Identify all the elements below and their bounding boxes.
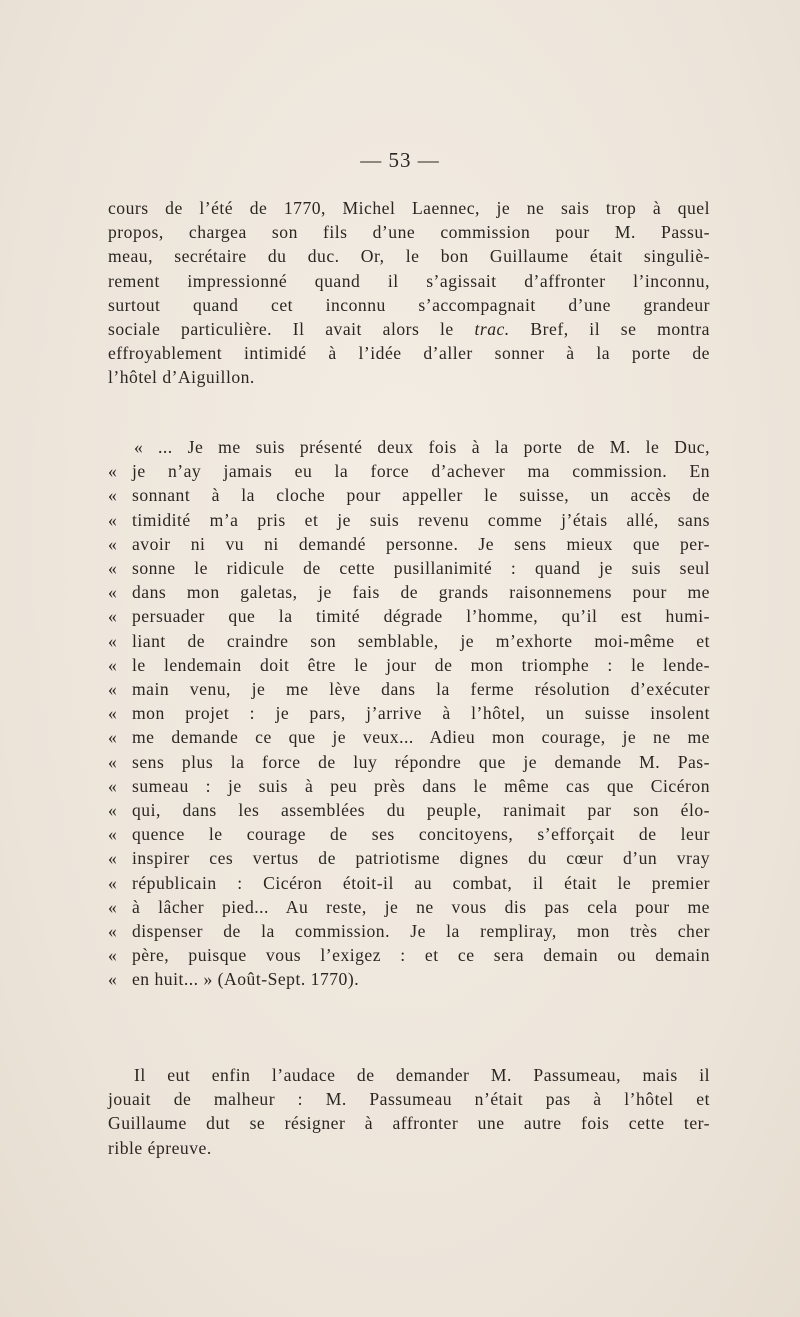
quote-text: inspirer ces vertus de patriotisme dignes du cœur d’un vray — [132, 848, 710, 869]
quote-line — [108, 871, 710, 895]
quote-text: le lendemain doit être le jour de mon triomphe : le lende- — [132, 654, 710, 675]
quote-line — [108, 653, 710, 677]
text-line: surtout quand cet inconnu s’accompagnait d’une grandeur — [108, 294, 710, 315]
quote-line — [108, 459, 710, 483]
quote-text: me demande ce que je veux... Adieu mon courage, je ne me — [132, 727, 710, 748]
text-line: effroyablement intimidé à l’idée d’aller sonner à la porte de — [108, 343, 710, 364]
text-line: rible épreuve. — [108, 1137, 212, 1158]
quote-text: père, puisque vous l’exigez : et ce sera demain ou demain — [132, 945, 710, 966]
quote-text: sonne le ridicule de cette pusillanimité : quand je suis seul — [132, 558, 710, 579]
text-line: propos, chargea son fils d’une commission pour M. Passu- — [108, 222, 710, 243]
quote-line — [108, 532, 710, 556]
quote-line — [108, 774, 710, 798]
quote-mark: « — [108, 824, 118, 845]
quote-line — [108, 556, 710, 580]
paragraph-3 — [108, 1063, 710, 1160]
quote-mark: « — [108, 751, 118, 772]
quote-text: à lâcher pied... Au reste, je ne vous dis pas cela pour me — [132, 896, 710, 917]
text-line — [108, 317, 710, 341]
quote-mark: « — [108, 582, 118, 603]
quote-mark: « — [108, 775, 118, 796]
quote-line — [108, 604, 710, 628]
text-fragment: Bref, il se montra — [509, 319, 710, 340]
quote-mark: « — [108, 848, 118, 869]
paragraph-1 — [108, 196, 710, 390]
quote-text: timidité m’a pris et je suis revenu comme j’étais allé, sans — [132, 509, 710, 530]
quote-text: ... Je me suis présenté deux fois à la porte de M. le Duc, — [158, 437, 710, 457]
quote-mark: « — [108, 654, 118, 675]
quote-text: dispenser de la commission. Je la rempliray, mon très cher — [132, 921, 710, 942]
quote-text: je n’ay jamais eu la force d’achever ma commission. En — [132, 461, 710, 482]
quote-line — [108, 508, 710, 532]
text-line: Il eut enfin l’audace de demander M. Passumeau, mais il — [134, 1065, 710, 1085]
quote-mark: « — [108, 679, 118, 700]
quote-line — [108, 435, 710, 459]
quote-text: liant de craindre son semblable, je m’exhorte moi-même et — [132, 630, 710, 651]
quote-text: républicain : Cicéron étoit-il au combat, il était le premier — [132, 872, 710, 893]
quote-text: dans mon galetas, je fais de grands raisonnemens pour me — [132, 582, 710, 603]
italic-word: trac. — [474, 319, 510, 340]
quote-line — [108, 750, 710, 774]
quote-mark: « — [108, 727, 118, 748]
quote-mark: « — [108, 896, 118, 917]
quote-line — [108, 967, 710, 991]
quote-line — [108, 822, 710, 846]
quote-mark: « — [108, 800, 118, 821]
quote-mark: « — [108, 485, 118, 506]
quote-mark: « — [134, 437, 144, 457]
quote-text: en huit... » (Août-Sept. 1770). — [132, 969, 360, 990]
quote-mark: « — [108, 969, 118, 990]
page-number: — 53 — — [360, 148, 440, 172]
quote-mark: « — [108, 921, 118, 942]
text-line: cours de l’été de 1770, Michel Laennec, je ne sais trop à quel — [108, 198, 710, 218]
quote-mark: « — [108, 872, 118, 893]
quote-mark: « — [108, 703, 118, 724]
quote-text: quence le courage de ses concitoyens, s’efforçait de leur — [132, 824, 710, 845]
text-line: meau, secrétaire du duc. Or, le bon Guillaume était singuliè- — [108, 246, 710, 267]
quote-text: mon projet : je pars, j’arrive à l’hôtel, un suisse insolent — [132, 703, 710, 724]
quote-line — [108, 846, 710, 870]
quote-text: avoir ni vu ni demandé personne. Je sens mieux que per- — [132, 533, 710, 554]
quote-text: sens plus la force de luy répondre que je demande M. Pas- — [132, 751, 710, 772]
quote-line — [108, 943, 710, 967]
text-line: jouait de malheur : M. Passumeau n’était pas à l’hôtel et — [108, 1089, 710, 1110]
text-fragment: sociale particulière. Il avait alors le — [108, 319, 454, 340]
quote-text: sonnant à la cloche pour appeller le suisse, un accès de — [132, 485, 710, 506]
quote-line — [108, 919, 710, 943]
quote-line — [108, 895, 710, 919]
quote-text: sumeau : je suis à peu près dans le même cas que Cicéron — [132, 775, 710, 796]
quote-line — [108, 701, 710, 725]
text-line: l’hôtel d’Aiguillon. — [108, 367, 255, 388]
quote-line — [108, 483, 710, 507]
quote-mark: « — [108, 606, 118, 627]
text-line: Guillaume dut se résigner à affronter une autre fois cette ter- — [108, 1113, 710, 1134]
quote-mark: « — [108, 509, 118, 530]
quote-line — [108, 798, 710, 822]
quote-text: qui, dans les assemblées du peuple, ranimait par son élo- — [132, 800, 710, 821]
quote-mark: « — [108, 461, 118, 482]
quote-text: persuader que la timité dégrade l’homme, qu’il est humi- — [132, 606, 710, 627]
quote-text: main venu, je me lève dans la ferme résolution d’exécuter — [132, 679, 710, 700]
quote-line — [108, 677, 710, 701]
text-line: rement impressionné quand il s’agissait d’affronter l’inconnu, — [108, 270, 710, 291]
quote-line — [108, 725, 710, 749]
quote-mark: « — [108, 533, 118, 554]
quote-mark: « — [108, 945, 118, 966]
quote-mark: « — [108, 630, 118, 651]
quote-block — [108, 435, 710, 992]
quote-line — [108, 580, 710, 604]
quote-line — [108, 629, 710, 653]
quote-mark: « — [108, 558, 118, 579]
